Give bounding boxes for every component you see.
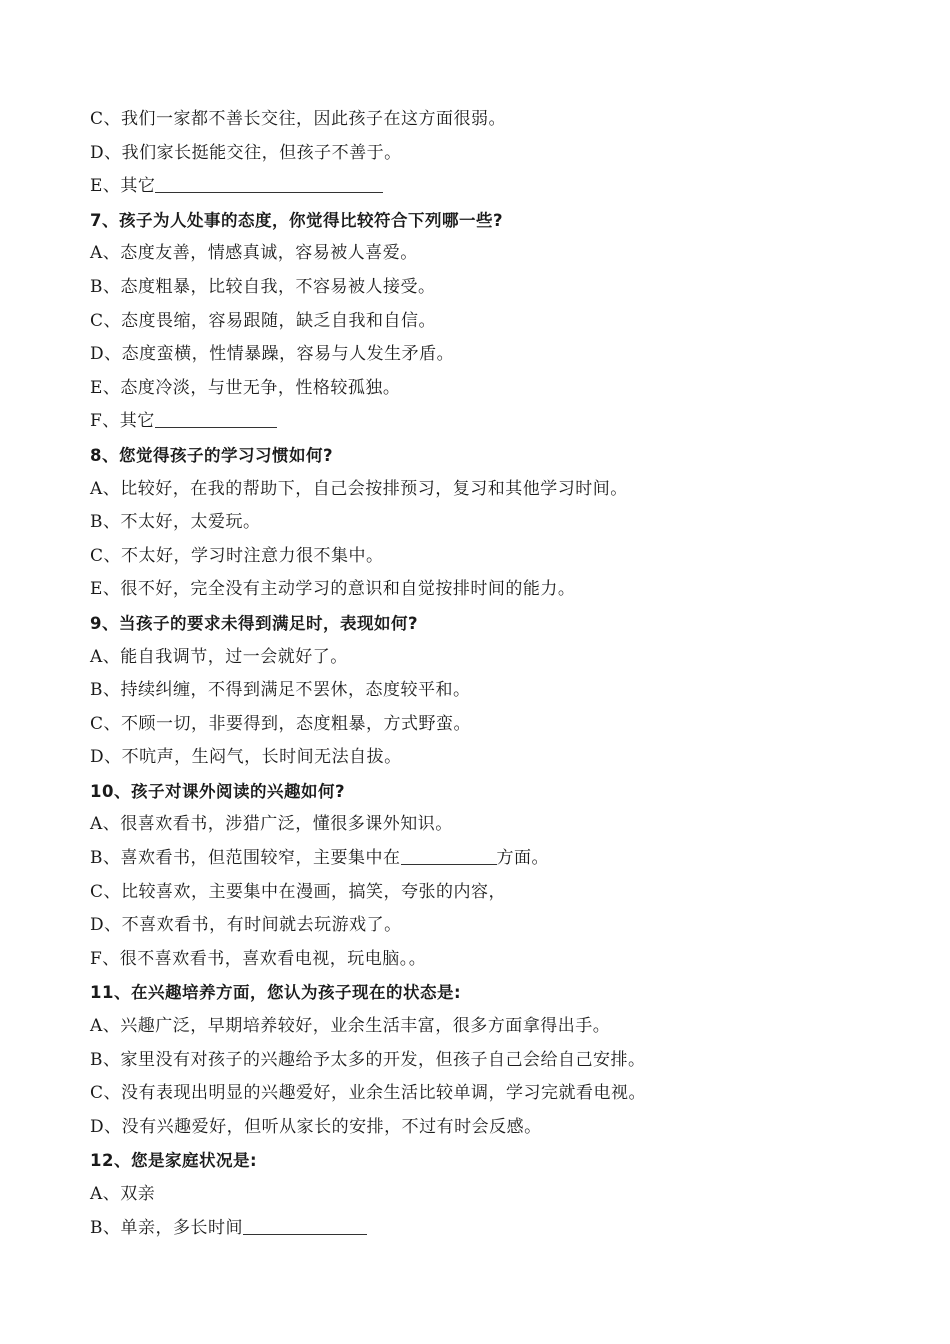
question-heading: 9、当孩子的要求未得到满足时，表现如何? bbox=[90, 613, 419, 633]
option-line: D、态度蛮横，性情暴躁，容易与人发生矛盾。 bbox=[90, 344, 455, 365]
questionnaire-page bbox=[90, 103, 870, 1245]
option-line: A、很喜欢看书，涉猎广泛，懂很多课外知识。 bbox=[90, 814, 453, 835]
option-line: A、能自我调节，过一会就好了。 bbox=[90, 646, 348, 667]
option-line: B、不太好，太爱玩。 bbox=[90, 512, 261, 533]
question-heading: 12、您是家庭状况是: bbox=[90, 1151, 258, 1171]
option-line: C、不顾一切，非要得到，态度粗暴，方式野蛮。 bbox=[90, 713, 472, 734]
option-line: B、单亲，多长时间 bbox=[90, 1212, 870, 1246]
option-line: D、不喜欢看书，有时间就去玩游戏了。 bbox=[90, 915, 402, 936]
option-line: D、我们家长挺能交往，但孩子不善于。 bbox=[90, 142, 402, 163]
option-line: B、态度粗暴，比较自我，不容易被人接受。 bbox=[90, 276, 436, 297]
question-heading: 8、您觉得孩子的学习习惯如何? bbox=[90, 445, 334, 465]
option-line: C、没有表现出明显的兴趣爱好，业余生活比较单调，学习完就看电视。 bbox=[90, 1083, 647, 1104]
option-line: B、喜欢看书，但范围较窄，主要集中在 方面。 bbox=[90, 842, 870, 876]
option-line: F、其它 bbox=[90, 405, 870, 439]
option-line: F、很不喜欢看书，喜欢看电视，玩电脑。。 bbox=[90, 948, 427, 969]
option-line: A、兴趣广泛，早期培养较好，业余生活丰富，很多方面拿得出手。 bbox=[90, 1016, 611, 1037]
question-heading: 7、孩子为人处事的态度，你觉得比较符合下列哪一些? bbox=[90, 210, 504, 230]
question-heading: 10、孩子对课外阅读的兴趣如何? bbox=[90, 781, 346, 801]
fill-in-blank[interactable] bbox=[401, 844, 497, 865]
option-line: D、不吭声，生闷气，长时间无法自拔。 bbox=[90, 747, 402, 768]
option-line: C、不太好，学习时注意力很不集中。 bbox=[90, 545, 384, 566]
option-line: A、态度友善，情感真诚，容易被人喜爱。 bbox=[90, 243, 418, 264]
option-line: C、我们一家都不善长交往，因此孩子在这方面很弱。 bbox=[90, 109, 507, 129]
question-heading: 11、在兴趣培养方面，您认为孩子现在的状态是: bbox=[90, 983, 462, 1003]
option-line: A、比较好，在我的帮助下，自己会按排预习，复习和其他学习时间。 bbox=[90, 478, 628, 499]
option-line: E、其它 bbox=[90, 170, 870, 204]
option-line: B、持续纠缠，不得到满足不罢休，态度较平和。 bbox=[90, 680, 471, 701]
fill-in-blank[interactable] bbox=[155, 172, 383, 193]
fill-in-blank[interactable] bbox=[155, 407, 277, 428]
option-line: E、态度冷淡，与世无争，性格较孤独。 bbox=[90, 377, 401, 398]
option-line: C、态度畏缩，容易跟随，缺乏自我和自信。 bbox=[90, 310, 437, 331]
option-line: E、很不好，完全没有主动学习的意识和自觉按排时间的能力。 bbox=[90, 579, 576, 600]
option-line: D、没有兴趣爱好，但听从家长的安排，不过有时会反感。 bbox=[90, 1116, 542, 1137]
option-line: B、家里没有对孩子的兴趣给予太多的开发，但孩子自己会给自己安排。 bbox=[90, 1049, 646, 1070]
option-line: A、双亲 bbox=[90, 1184, 156, 1204]
option-line: C、比较喜欢，主要集中在漫画，搞笑，夸张的内容， bbox=[90, 881, 507, 902]
fill-in-blank[interactable] bbox=[243, 1214, 367, 1235]
